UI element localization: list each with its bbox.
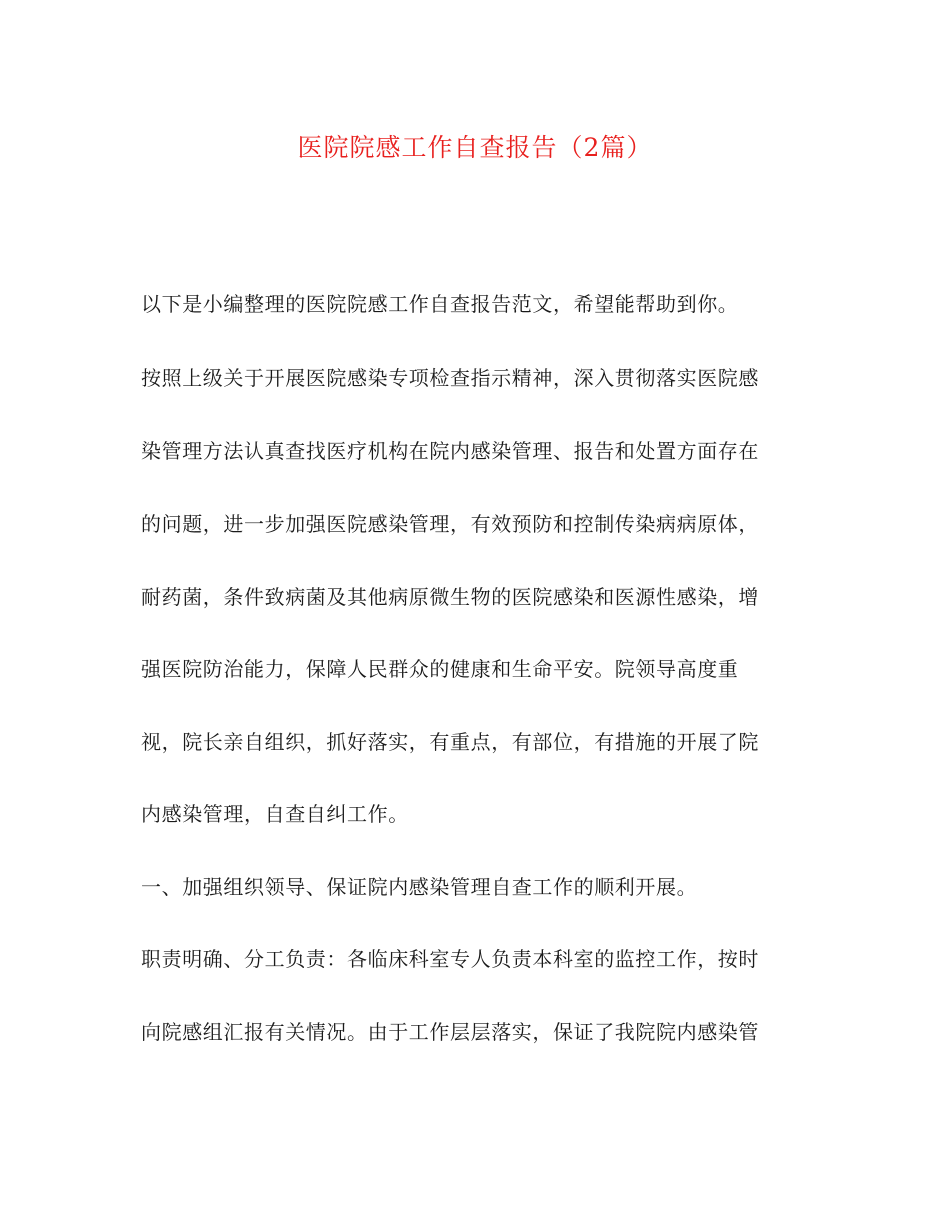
body-line: 一、加强组织领导、保证院内感染管理自查工作的顺利开展。 [141, 875, 698, 899]
body-line: 以下是小编整理的医院院感工作自查报告范文，希望能帮助到你。 [141, 292, 739, 316]
body-line: 职责明确、分工负责：各临床科室专人负责本科室的监控工作，按时 [141, 947, 759, 971]
document-title: 医院院感工作自查报告（2篇） [297, 133, 653, 162]
body-line: 向院感组汇报有关情况。由于工作层层落实，保证了我院院内感染管 [141, 1020, 759, 1044]
body-line: 耐药菌，条件致病菌及其他病原微生物的医院感染和医源性感染，增 [141, 585, 759, 609]
body-line: 按照上级关于开展医院感染专项检查指示精神，深入贯彻落实医院感 [141, 366, 759, 390]
body-line: 染管理方法认真查找医疗机构在院内感染管理、报告和处置方面存在 [141, 439, 759, 463]
body-line: 强医院防治能力，保障人民群众的健康和生命平安。院领导高度重 [141, 657, 739, 681]
body-line: 内感染管理，自查自纠工作。 [141, 802, 409, 826]
body-line: 视，院长亲自组织，抓好落实，有重点，有部位，有措施的开展了院 [141, 730, 759, 754]
body-line: 的问题，进一步加强医院感染管理，有效预防和控制传染病病原体， [141, 512, 759, 536]
